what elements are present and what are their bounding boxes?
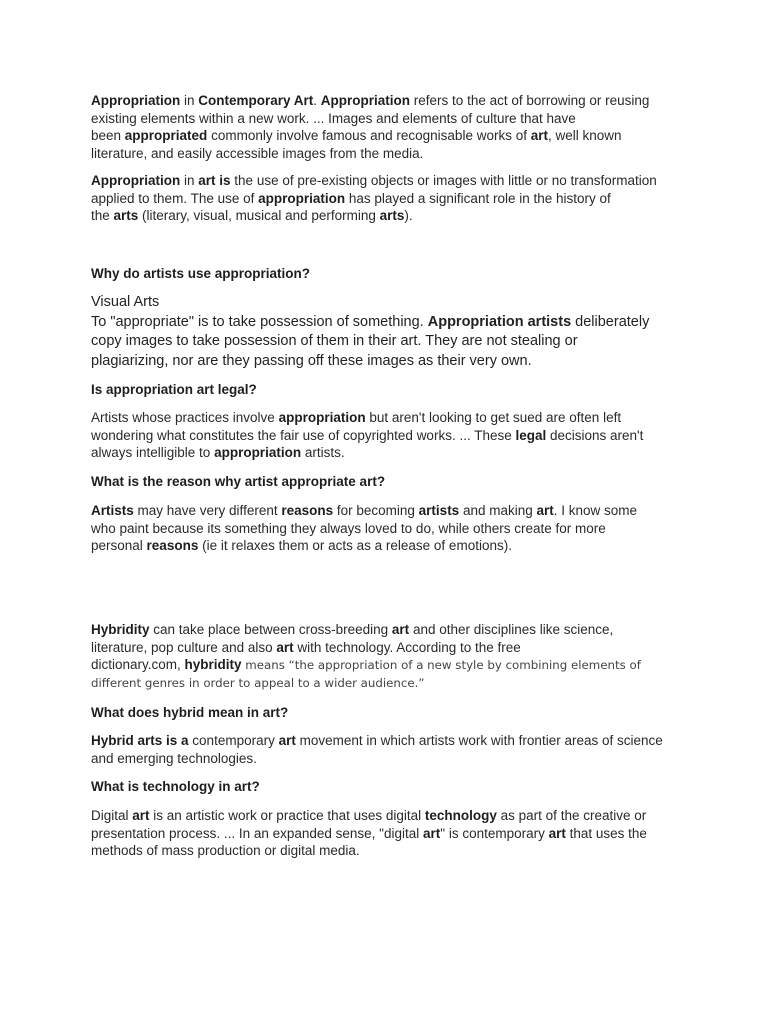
section-heading: What does hybrid mean in art? <box>91 705 289 720</box>
bold-term: Appropriation <box>320 93 411 108</box>
paragraph-reasons <box>91 502 691 555</box>
heading-hybrid-mean <box>91 704 691 722</box>
text-line <box>91 639 691 657</box>
text-run: and other disciplines like science, <box>409 622 614 637</box>
text-run: that uses the <box>565 825 647 841</box>
text-run: been <box>91 128 125 144</box>
bold-term: appropriation <box>214 445 302 461</box>
text-run: applied to them. The use of <box>91 190 259 206</box>
paragraph-digital-art <box>91 807 691 860</box>
text-run: . I know some <box>553 503 638 518</box>
text-line <box>91 427 691 445</box>
text-run: with technology. According to the free <box>293 639 521 655</box>
text-line <box>91 190 691 208</box>
section-heading: What is the reason why artist appropriate art? <box>91 474 386 489</box>
text-run: Digital <box>91 808 133 823</box>
text-run: wondering what constitutes the fair use of copyrighted works. ... These <box>91 427 516 443</box>
text-line: literature, and easily accessible images from the media. <box>91 145 424 161</box>
text-line <box>91 807 691 825</box>
text-run: To "appropriate" is to take possession of something. <box>91 313 428 330</box>
text-line <box>91 172 691 190</box>
text-run: Artists whose practices involve <box>91 410 279 425</box>
text-line: existing elements within a new work. ... Images and elements of culture that have <box>91 110 576 126</box>
text-run: is an artistic work or practice that uses digital <box>149 808 425 823</box>
bold-term: legal <box>515 427 547 443</box>
bold-term: art <box>530 128 548 144</box>
text-line <box>91 207 691 225</box>
text-run: has played a significant role in the history of <box>345 190 611 206</box>
bold-term: art <box>548 825 566 841</box>
text-run: . <box>313 93 321 108</box>
bold-term: art <box>278 733 296 748</box>
heading-is-appropriation-legal <box>91 381 691 399</box>
text-line: plagiarizing, nor are they passing off these images as their very own. <box>91 352 532 369</box>
bold-term: art <box>391 622 410 637</box>
text-line: methods of mass production or digital media. <box>91 843 360 859</box>
text-run: dictionary.com, <box>91 657 185 673</box>
text-line <box>91 621 691 639</box>
text-run: but aren't looking to get sued are often left <box>365 410 622 425</box>
text-run: refers to the act of borrowing or reusing <box>410 93 650 108</box>
text-run: literature, pop culture and also <box>91 639 277 655</box>
paragraph-hybridity <box>91 621 691 692</box>
text-line <box>91 409 691 427</box>
bold-term: artists <box>418 503 460 518</box>
text-line <box>91 537 691 555</box>
heading-technology-in-art <box>91 778 691 796</box>
section-heading: Is appropriation art legal? <box>91 382 257 397</box>
text-run: in <box>180 173 199 188</box>
text-line: Visual Arts <box>91 294 160 310</box>
text-run: always intelligible to <box>91 445 215 461</box>
bold-term: Appropriation <box>91 173 181 188</box>
bold-term: Hybridity <box>91 622 150 637</box>
bold-term: technology <box>424 808 497 823</box>
bold-term: Hybrid arts is a <box>91 733 189 748</box>
text-run: (literary, visual, musical and performing <box>138 208 380 224</box>
heading-reason-why <box>91 473 691 491</box>
text-run: as part of the creative or <box>496 808 647 823</box>
bold-term: appropriated <box>124 128 208 144</box>
bold-term: arts <box>113 208 139 224</box>
text-line <box>91 127 691 145</box>
bold-term: reasons <box>281 503 334 518</box>
text-line: copy images to take possession of them in their art. They are not stealing or <box>91 333 578 349</box>
text-run: ). <box>404 208 413 224</box>
text-line <box>91 92 691 110</box>
text-run: artists. <box>301 445 345 461</box>
text-run: commonly involve famous and recognisable works of <box>207 128 531 144</box>
text-run: can take place between cross-breeding <box>149 622 392 637</box>
text-run: " is contemporary <box>440 825 549 841</box>
text-run: and making <box>459 503 537 518</box>
text-run: in <box>180 93 199 108</box>
text-run: the <box>91 208 114 224</box>
text-run: decisions aren't <box>546 427 644 443</box>
bold-term: art is <box>198 173 231 188</box>
text-run: contemporary <box>188 733 279 748</box>
text-line <box>91 732 691 750</box>
bold-term: Artists <box>91 503 134 518</box>
bold-term: art <box>276 639 294 655</box>
paragraph-hybrid-arts <box>91 732 691 767</box>
dictionary-quote-line: different genres in order to appeal to a wider audience.” <box>91 675 425 690</box>
text-line <box>91 444 691 462</box>
bold-term: art <box>423 825 441 841</box>
bold-term: appropriation <box>278 410 366 425</box>
paragraph-appropriation-definition <box>91 92 691 162</box>
section-heading: What is technology in art? <box>91 779 260 794</box>
text-line: and emerging technologies. <box>91 750 257 766</box>
text-line <box>91 825 691 843</box>
text-run: deliberately <box>571 313 650 330</box>
text-run: (ie it relaxes them or acts as a release of emotions). <box>198 538 512 554</box>
text-line: who paint because its something they always loved to do, while others create for more <box>91 520 606 536</box>
bold-term: Contemporary Art <box>198 93 314 108</box>
bold-term: appropriation <box>258 190 346 206</box>
text-run: may have very different <box>133 503 282 518</box>
text-run: movement in which artists work with frontier areas of science <box>295 733 663 748</box>
paragraph-legal <box>91 409 691 462</box>
bold-term: hybridity <box>184 657 242 673</box>
text-run: presentation process. ... In an expanded sense, "digital <box>91 825 424 841</box>
bold-term: art <box>536 503 554 518</box>
text-run: , well known <box>547 128 622 144</box>
text-line <box>91 656 691 675</box>
text-line <box>91 313 691 333</box>
text-line <box>91 502 691 520</box>
bold-term: Appropriation artists <box>427 313 572 330</box>
text-run: personal <box>91 538 147 554</box>
bold-term: arts <box>379 208 405 224</box>
bold-term: reasons <box>146 538 199 554</box>
paragraph-visual-arts <box>91 293 691 371</box>
text-run: the use of pre-existing objects or images with little or no transformation <box>230 173 657 188</box>
section-heading: Why do artists use appropriation? <box>91 266 311 281</box>
text-run: for becoming <box>333 503 419 518</box>
bold-term: art <box>132 808 150 823</box>
dictionary-quote: means “the appropriation of a new style by combining elements of <box>241 658 641 673</box>
bold-term: Appropriation <box>91 93 181 108</box>
heading-why-use-appropriation <box>91 265 691 283</box>
paragraph-appropriation-in-art <box>91 172 691 225</box>
